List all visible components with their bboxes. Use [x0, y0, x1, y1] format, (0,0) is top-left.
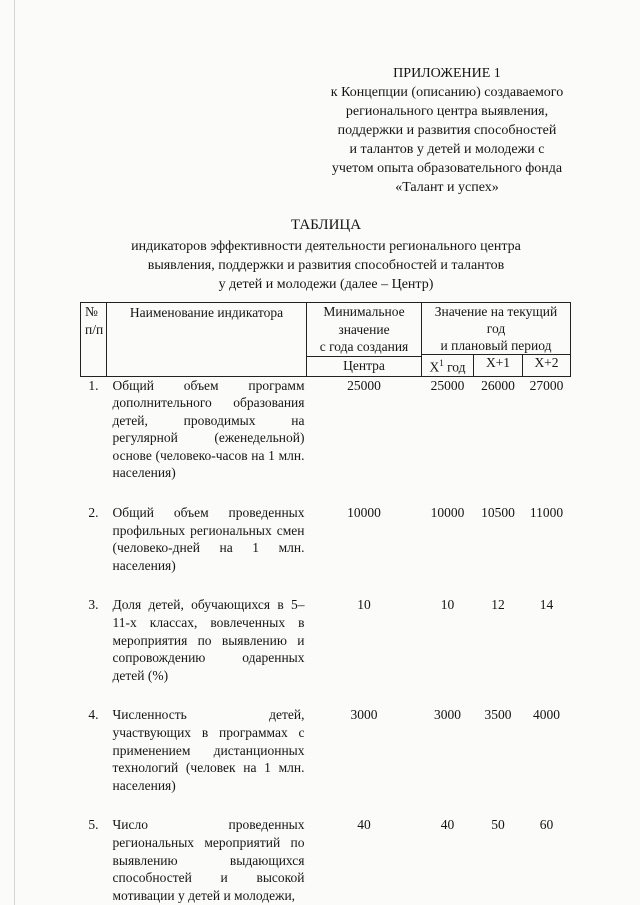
- row-value-x: 3000: [434, 707, 461, 723]
- header-indicator-name: Наименование индикатора: [107, 303, 307, 377]
- row-value-x: 25000: [430, 377, 465, 393]
- appendix-title: ПРИЛОЖЕНИЕ 1: [393, 66, 501, 81]
- header-year-x2: X+2: [523, 355, 571, 377]
- appendix-line: «Талант и успех»: [395, 180, 499, 195]
- row-number: 1.: [88, 377, 99, 393]
- header-period: Значение на текущий год и плановый период: [422, 303, 571, 355]
- row-min-value: 3000: [350, 707, 378, 723]
- row-indicator: Общий объем программ дополнительного образования детей, проводимых на регулярной (еженедельной) основе (человеко-часов на 1 млн. населения): [112, 377, 305, 481]
- row-value-x1: 26000: [481, 377, 515, 393]
- row-value-x2: 27000: [529, 377, 564, 393]
- indicators-table: [80, 302, 571, 904]
- row-value-x1: 50: [491, 817, 505, 833]
- table-row: [81, 504, 571, 574]
- row-value-x1: 12: [491, 597, 505, 613]
- row-value-x2: 60: [539, 817, 554, 833]
- appendix-line: к Концепции (описанию) создаваемого: [330, 85, 564, 100]
- header-year-x1: X+1: [474, 355, 523, 377]
- row-min-value: 25000: [347, 377, 381, 393]
- appendix-block: [292, 64, 602, 197]
- table-subtitle-line: выявления, поддержки и развития способностей и талантов: [147, 258, 505, 273]
- row-value-x: 10: [440, 597, 455, 613]
- table-subtitle-line: у детей и молодежи (далее – Центр): [218, 277, 434, 292]
- row-indicator: Численность детей, участвующих в программах с применением дистанционных технологий (человек на 1 млн. населения): [112, 707, 305, 793]
- table-header-row: [81, 303, 571, 355]
- row-value-x: 40: [440, 817, 455, 833]
- appendix-line: регионального центра выявления,: [345, 104, 549, 119]
- page-edge-line: [14, 0, 15, 905]
- row-value-x1: 3500: [484, 707, 512, 723]
- row-value-x2: 4000: [533, 707, 560, 723]
- row-value-x: 10000: [430, 505, 465, 521]
- row-indicator: Общий объем проведенных профильных региональных смен (человеко-дней на 1 млн. населения): [112, 505, 305, 573]
- table-row: [81, 706, 571, 794]
- table-title-block: [96, 216, 556, 294]
- appendix-line: и талантов у детей и молодежи с: [349, 142, 545, 157]
- row-value-x2: 14: [539, 597, 554, 613]
- row-min-value: 10: [357, 597, 371, 613]
- table-row: [81, 816, 571, 904]
- appendix-line: учетом опыта образовательного фонда: [331, 161, 563, 176]
- appendix-line: поддержки и развития способностей: [337, 123, 557, 138]
- row-min-value: 40: [357, 817, 371, 833]
- row-value-x1: 10500: [481, 505, 515, 521]
- row-number: 2.: [88, 505, 99, 521]
- row-indicator: Число проведенных региональных мероприятий по выявлению выдающихся способностей и высокой мотивации у детей и молодежи,: [112, 817, 305, 903]
- table-subtitle-line: индикаторов эффективности деятельности регионального центра: [131, 239, 521, 254]
- table-title: ТАБЛИЦА: [290, 217, 362, 233]
- header-year-x: $X^1$ год: [422, 355, 474, 377]
- table-row: [81, 376, 571, 482]
- row-number: 3.: [88, 597, 99, 613]
- row-number: 4.: [88, 707, 99, 723]
- header-number: № п/п: [81, 303, 107, 377]
- header-min-value: Минимальное значение с года создания Центра: [307, 303, 422, 377]
- row-indicator: Доля детей, обучающихся в 5–11-х классах, вовлеченных в мероприятия по выявлению и сопровождению одаренных детей (%): [112, 597, 305, 683]
- row-value-x2: 11000: [529, 505, 564, 521]
- table-row: [81, 596, 571, 684]
- row-min-value: 10000: [347, 505, 381, 521]
- row-number: 5.: [88, 817, 99, 833]
